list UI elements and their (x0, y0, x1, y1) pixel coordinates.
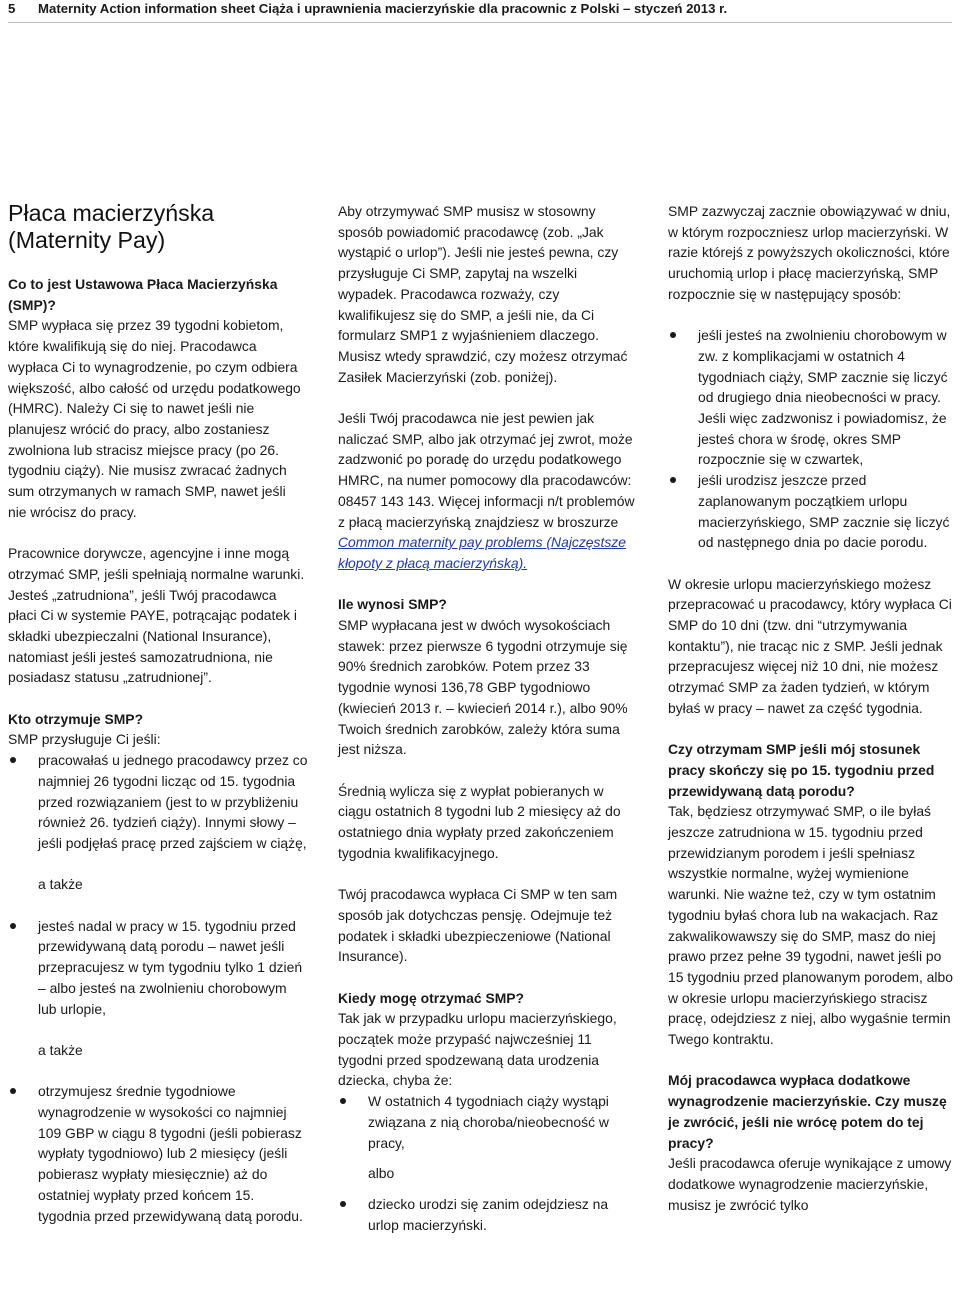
eligibility-list (8, 750, 308, 854)
section-title (8, 200, 308, 254)
paragraph-kit-days: W okresie urlopu macierzyńskiego możesz przepracować u pracodawcy, który wypłaca Ci SMP do 10 dni (tzw. dni “utrzymywania kontaktu”), nie tracąc nic z SMP. Jeśli jednak przepracujesz więcej niż 10 dni, nie możesz otrzymać SMP za żaden tydzień, w którym byłaś w pracy – nawet za część tygodnia. (668, 575, 952, 716)
list-item: dziecko urodzi się zanim odejdziesz na urlop macierzyński. (338, 1194, 638, 1235)
list-item: otrzymujesz średnie tygodniowe wynagrodzenie w wysokości co najmniej 109 GBP w ciągu 8 tygodni (jeśli pobierasz wypłaty tygodniowo) lub 2 miesięcy (jeśli pobierasz wypłaty miesięcznie) aż do ostatniej wypłaty przed końcem 15. tygodnia przed przewidywaną datą porodu. (8, 1081, 308, 1226)
paragraph-additional-pay-answer: Jeśli pracodawca oferuje wynikające z umowy dodatkowe wynagrodzenie macierzyńskie, musisz je zwrócić tylko (668, 1155, 952, 1213)
paragraph-notify-employer: Aby otrzymywać SMP musisz w stosowny sposób powiadomić pracodawcę (zob. „Jak wystąpić o urlop”). Jeśli nie jesteś pewna, czy przysługuje Ci SMP, zapytaj na wszelki wypadek. Pracodawca rozważy, czy kwalifikujesz się do SMP, a jeśli nie, da Ci formularz SMP1 z wyjaśnieniem dlaczego. Musisz wtedy sprawdzić, czy możesz otrzymać Zasiłek Macierzyński (zob. poniżej). (338, 203, 628, 385)
question-additional-pay: Mój pracodawca wypłaca dodatkowe wynagrodzenie macierzyńskie. Czy muszę je zwrócić, jeśli nie wrócę potem do tej pracy? (668, 1072, 947, 1151)
connector-and: a także (38, 876, 83, 893)
page-number: 5 (8, 1, 16, 16)
list-item: pracowałaś u jednego pracodawcy przez co najmniej 26 tygodni licząc od 15. tygodnia przed rozwiązaniem (jest to w przybliżeniu również 26. tydzień ciąży). Innymi słowy – jeśli podjęłaś pracę przed zajściem w ciążę, (8, 750, 308, 854)
paragraph-start: Tak jak w przypadku urlopu macierzyńskiego, początek może przypaść najwcześniej 11 tygodni przed spodzewaną data urodzenia dziecka, chyba że: (338, 1010, 617, 1089)
question-when: Kiedy mogę otrzymać SMP? (338, 989, 525, 1006)
question-how-much: Ile wynosi SMP? (338, 596, 447, 613)
list-item: jeśli jesteś na zwolnieniu chorobowym w zw. z komplikacjami w ostatnich 4 tygodniach ciąży, SMP zacznie się liczyć od drugiego dnia nieobecności w pracy. Jeśli więc zadzwonisz i powiadomisz, że jesteś chora w środę, okres SMP rozpocznie się w czwartek, (668, 325, 960, 470)
brochure-link[interactable]: Common maternity pay problems (Najczęstsze kłopoty z płacą macierzyńską). (338, 534, 626, 571)
start-conditions-list (338, 1091, 638, 1153)
paragraph-eligibility: SMP przysługuje Ci jeśli: (8, 731, 161, 748)
paragraph-smp-start: SMP zazwyczaj zacznie obowiązywać w dniu, w którym rozpoczniesz urlop macierzyński. W razie którejś z powyższych okoliczności, które uruchomią urlop i płacę macierzyńską, SMP rozpocznie się w następujący sposób: (668, 203, 951, 302)
section-title-line1: Płaca macierzyńska (8, 200, 215, 226)
paragraph-employer-unsure-text: Jeśli Twój pracodawca nie jest pewien jak naliczać SMP, albo jak otrzymać jej zwrot, może zadzwonić po poradę do urzędu podatkowego HMRC, na numer pomocowy dla pracodawców: 08457 143 143. Więcej informacji n/t problemów z płacą macierzyńską znajdziesz w broszurze (338, 410, 635, 530)
paragraph-employer-unsure (338, 408, 638, 574)
list-item: W ostatnich 4 tygodniach ciąży wystąpi związana z nią choroba/nieobecność w pracy, (338, 1091, 638, 1153)
question-employment-ends: Czy otrzymam SMP jeśli mój stosunek pracy skończy się po 15. tygodniu przed przewidywaną datą porodu? (668, 741, 935, 799)
page-header (8, 0, 952, 18)
start-conditions-list-2 (338, 1194, 638, 1235)
paragraph-payment: Twój pracodawca wypłaca Ci SMP w ten sam sposób jak dotychczas pensję. Odejmuje też podatek i składki ubezpieczeniowe (National Insurance). (338, 886, 618, 965)
paragraph-employment-ends-answer: Tak, będziesz otrzymywać SMP, o ile byłaś jeszcze zatrudniona w 15. tygodniu przed przewidzianym porodem i jeśli spełniasz wszystkie normalne, wyżej wymienione warunki. Nie ważne też, czy w tym ostatnim tygodniu byłaś chora lub na wakacjach. Raz zakwalikowawszy się do SMP, masz do niej prawo przez pełne 39 tygodni, nawet jeśli po 15 tygodniu przed planowanym porodem, albo w okresie urlopu macierzyńskiego stracisz pracę, odejdziesz z niej, albo wygaśnie termin Twego kontraktu. (668, 803, 953, 1048)
paragraph-smp-intro: SMP wypłaca się przez 39 tygodni kobietom, które kwalifikują się do niej. Pracodawca wypłaca Ci to wynagrodzenie, po czym odbiera większość, albo całość od urzędu podatkowego (HMRC). Należy Ci się to nawet jeśli nie planujesz wrócić do pracy, albo zostaniesz zwolniona lub stracisz miejsce pracy (po 26. tygodniu ciąży). Nie musisz zwracać żadnych sum otrzymanych w ramach SMP, nawet jeśli nie wrócisz do pracy. (8, 317, 301, 520)
eligibility-list-3 (8, 1081, 308, 1226)
question-who-gets-smp: Kto otrzymuje SMP? (8, 710, 144, 727)
list-item: jeśli urodzisz jeszcze przed zaplanowanym początkiem urlopu macierzyńskiego, SMP zacznie się liczyć od następnego dnia po dacie porodu. (668, 470, 960, 553)
paragraph-average: Średnią wylicza się z wypłat pobieranych w ciągu ostatnich 8 tygodni lub 2 miesięcy aż do ostatniego dnia wypłaty przed zakończeniem tygodnia kwalifikacyjnego. (338, 782, 621, 861)
paragraph-rates: SMP wypłacana jest w dwóch wysokościach stawek: przez pierwsze 6 tygodni otrzymuje się 90% średnich zarobków. Potem przez 33 tygodnie wynosi 136,78 GBP tygodniowo (kwiecień 2013 r. – kwiecień 2014 r.), albo 90% Twoich średnich zarobków, zależy która suma jest niższa. (338, 617, 628, 758)
paragraph-casual-workers: Pracownice dorywcze, agencyjne i inne mogą otrzymać SMP, jeśli spełniają normalne warunki. Jesteś „zatrudniona”, jeśli Twój pracodawca płaci Ci w systemie PAYE, potrącając podatek i składki ubezpieczalni (National Insurance), natomiast jeśli jesteś samozatrudniona, nie posiadasz statusu „zatrudnionej”. (8, 545, 305, 686)
column-1 (8, 200, 308, 1226)
column-2 (338, 201, 638, 1235)
column-3 (668, 201, 960, 1215)
list-item: jesteś nadal w pracy w 15. tygodniu przed przewidywaną datą porodu – nawet jeśli przepracujesz w tym tygodniu tylko 1 dzień – albo jesteś na zwolnieniu chorobowym lub urlopie, (8, 916, 308, 1020)
smp-start-list (668, 325, 960, 553)
question-what-is-smp: Co to jest Ustawowa Płaca Macierzyńska (SMP)? (8, 276, 278, 313)
header-divider (8, 22, 952, 23)
connector-or: albo (368, 1165, 395, 1182)
header-title: Maternity Action information sheet Ciąża i uprawnienia macierzyńskie dla pracownic z Polski – styczeń 2013 r. (38, 1, 728, 16)
connector-and: a także (38, 1041, 83, 1058)
section-title-line2: (Maternity Pay) (8, 227, 166, 253)
eligibility-list-2 (8, 916, 308, 1020)
